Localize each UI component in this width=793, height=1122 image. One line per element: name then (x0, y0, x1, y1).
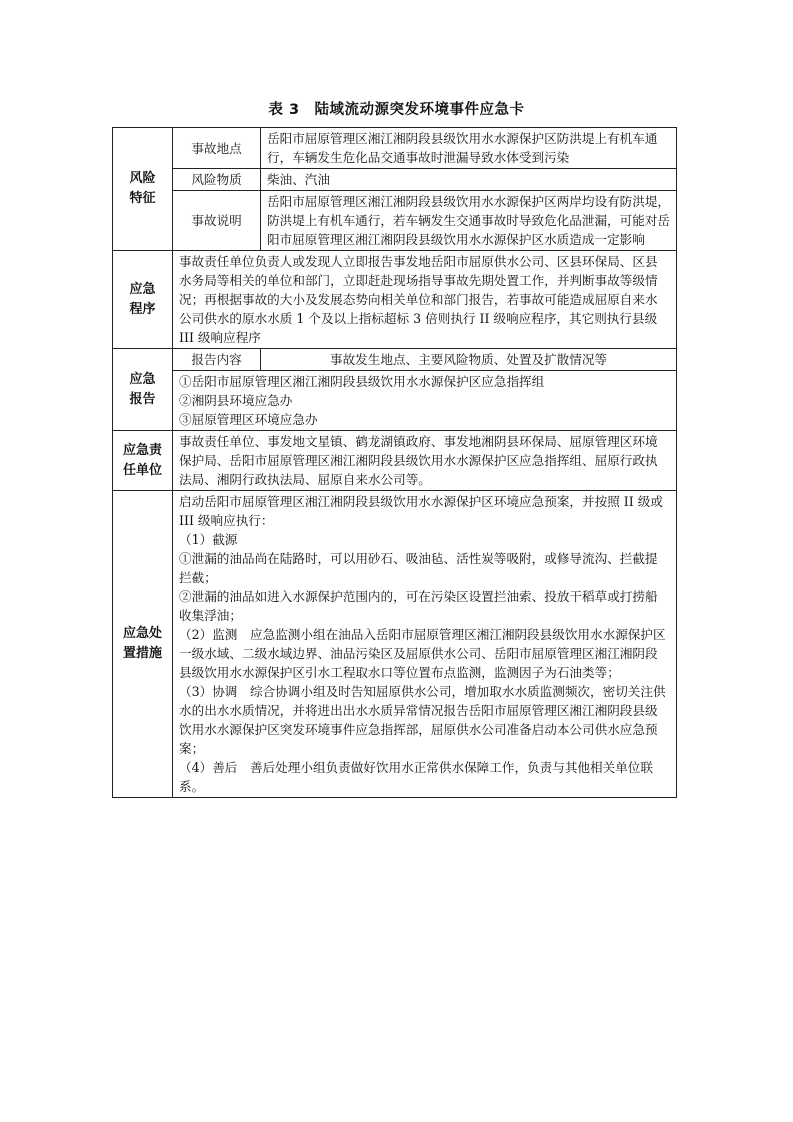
report-recipient-1: ①岳阳市屈原管理区湘江湘阴段县级饮用水水源保护区应急指挥组 (179, 374, 545, 389)
risk-row-substance (113, 169, 677, 191)
report-section-header: 应急 报告 (113, 349, 173, 431)
measures-row (113, 491, 677, 798)
measures-coordinate: （3）协调 综合协调小组及时告知屈原供水公司，增加取水水质监测频次，密切关注供水的出水水质情况，并将进出出水水质异常情况报告岳阳市屈原管理区湘江湘阴段县级饮用水水源保护区突发环境事件应急指挥部，屈原供水公司准备启动本公司供水应急预案； (179, 684, 666, 756)
measures-intro: 启动岳阳市屈原管理区湘江湘阴段县级饮用水水源保护区环境应急预案，并按照 II 级或 III 级响应执行： (179, 494, 663, 528)
measures-cut-title: （1）截源 (179, 532, 238, 547)
report-recipient-2: ②湘阴县环境应急办 (179, 393, 293, 408)
measures-text (173, 491, 677, 798)
units-section-header: 应急责 任单位 (113, 431, 173, 491)
measures-cut-item-1: ①泄漏的油品尚在陆路时，可以用砂石、吸油毡、活性炭等吸附，或修导流沟、拦截提拦截； (179, 551, 658, 585)
units-text: 事故责任单位、事发地文星镇、鹤龙湖镇政府、事发地湘阴县环保局、屈原管理区环境保护局、岳阳市屈原管理区湘江湘阴段县级饮用水水源保护区应急指挥组、屈原行政执法局、湘阴行政执法局、屈原自来水公司等。 (173, 431, 677, 491)
risk-section-header: 风险 特征 (113, 128, 173, 251)
units-row (113, 431, 677, 491)
report-recipients (173, 371, 677, 431)
risk-label-substance: 风险物质 (173, 169, 261, 191)
procedure-text: 事故责任单位负责人或发现人立即报告事发地岳阳市屈原供水公司、区县环保局、区县水务局等相关的单位和部门，立即赶赴现场指导事故先期处置工作，并判断事故等级情况；再根据事故的大小及发展态势向相关单位和部门报告，若事故可能造成屈原自来水公司供水的原水水质 1 个及以上指标超标 3 倍则执行 II 级响应程序，其它则执行县级 III 级响应程序 (173, 251, 677, 349)
risk-row-location (113, 128, 677, 169)
risk-value-substance: 柴油、汽油 (261, 169, 677, 191)
risk-value-description: 岳阳市屈原管理区湘江湘阴段县级饮用水水源保护区两岸均设有防洪堤，防洪堤上有机车通行，若车辆发生交通事故时导致危化品泄漏，可能对岳阳市屈原管理区湘江湘阴段县级饮用水水源保护区水质造成一定影响 (261, 191, 677, 251)
measures-cut-item-2: ②泄漏的油品如进入水源保护范围内的，可在污染区设置拦油索、投放干稻草或打捞船收集浮油； (179, 589, 658, 623)
measures-section-header: 应急处 置措施 (113, 491, 173, 798)
report-row-content (113, 349, 677, 371)
procedure-row (113, 251, 677, 349)
risk-value-location: 岳阳市屈原管理区湘江湘阴段县级饮用水水源保护区防洪堤上有机车通行，车辆发生危化品交通事故时泄漏导致水体受到污染 (261, 128, 677, 169)
measures-monitor: （2）监测 应急监测小组在油品入岳阳市屈原管理区湘江湘阴段县级饮用水水源保护区一级水域、二级水域边界、油品污染区及屈原供水公司、岳阳市屈原管理区湘江湘阴段县级饮用水水源保护区引水工程取水口等位置布点监测，监测因子为石油类等； (179, 627, 666, 680)
report-content-label: 报告内容 (173, 349, 261, 371)
page-title: 表 3 陆域流动源突发环境事件应急卡 (268, 102, 525, 118)
procedure-section-header: 应急 程序 (113, 251, 173, 349)
report-recipient-3: ③屈原管理区环境应急办 (179, 412, 318, 427)
report-row-recipients (113, 371, 677, 431)
risk-row-description (113, 191, 677, 251)
report-content-value: 事故发生地点、主要风险物质、处置及扩散情况等 (261, 349, 677, 371)
risk-label-location: 事故地点 (173, 128, 261, 169)
risk-label-description: 事故说明 (173, 191, 261, 251)
measures-aftermath: （4）善后 善后处理小组负责做好饮用水正常供水保障工作，负责与其他相关单位联系。 (179, 760, 653, 794)
emergency-card-table (112, 127, 677, 798)
